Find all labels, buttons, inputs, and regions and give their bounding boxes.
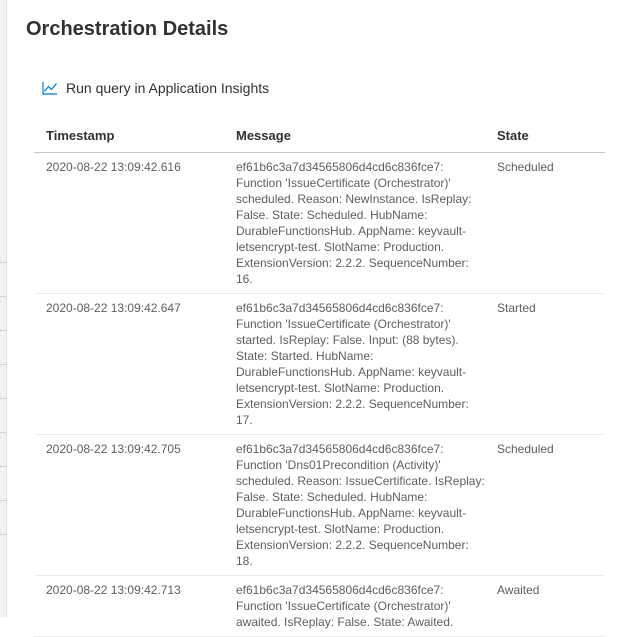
state-cell: Awaited xyxy=(497,583,540,597)
message-line: Function 'IssueCertificate (Orchestrator)' xyxy=(236,317,451,331)
message-line: Function 'IssueCertificate (Orchestrator)' xyxy=(236,176,451,190)
column-header-timestamp[interactable]: Timestamp xyxy=(46,127,115,143)
timestamp-cell: 2020-08-22 13:09:42.713 xyxy=(46,583,181,597)
message-cell xyxy=(224,300,485,428)
message-line: ExtensionVersion: 2.2.2. SequenceNumber: xyxy=(236,397,469,411)
message-line: Function 'Dns01Precondition (Activity)' xyxy=(236,458,441,472)
message-line: started. IsReplay: False. Input: (88 bytes). xyxy=(236,333,459,347)
message-line: DurableFunctionsHub. AppName: keyvault- xyxy=(236,224,467,238)
message-line: ExtensionVersion: 2.2.2. SequenceNumber: xyxy=(236,538,469,552)
table-header xyxy=(34,118,605,153)
message-line: Function 'IssueCertificate (Orchestrator)' xyxy=(236,599,451,613)
message-line: ef61b6c3a7d34565806d4cd6c836fce7: xyxy=(236,160,444,174)
column-header-message[interactable]: Message xyxy=(236,127,291,143)
timestamp-cell: 2020-08-22 13:09:42.705 xyxy=(46,442,181,456)
table-row[interactable] xyxy=(34,576,605,637)
timestamp-cell: 2020-08-22 13:09:42.616 xyxy=(46,160,181,174)
table-row[interactable] xyxy=(34,153,605,294)
state-cell: Started xyxy=(497,301,536,315)
run-query-button[interactable] xyxy=(42,78,269,98)
state-cell: Scheduled xyxy=(497,160,554,174)
message-line: awaited. IsReplay: False. State: Awaited. xyxy=(236,615,454,629)
run-query-label: Run query in Application Insights xyxy=(66,80,270,96)
message-line: ef61b6c3a7d34565806d4cd6c836fce7: xyxy=(236,442,444,456)
orchestration-events-table xyxy=(34,118,605,637)
message-line: DurableFunctionsHub. AppName: keyvault- xyxy=(236,506,467,520)
panel-title: Orchestration Details xyxy=(26,18,229,40)
message-line: scheduled. Reason: NewInstance. IsReplay: xyxy=(236,192,472,206)
message-line: State: Started. HubName: xyxy=(236,349,374,363)
message-cell xyxy=(224,159,485,287)
table-row[interactable] xyxy=(34,435,605,576)
message-cell xyxy=(224,582,485,630)
message-line: 16. xyxy=(236,272,253,286)
message-line: ef61b6c3a7d34565806d4cd6c836fce7: xyxy=(236,583,444,597)
message-line: 17. xyxy=(236,413,253,427)
message-line: letsencrypt-test. SlotName: Production. xyxy=(236,240,445,254)
message-line: False. State: Scheduled. HubName: xyxy=(236,208,428,222)
message-line: 18. xyxy=(236,554,253,568)
message-line: letsencrypt-test. SlotName: Production. xyxy=(236,522,445,536)
orchestration-details-panel xyxy=(6,0,626,629)
timestamp-cell: 2020-08-22 13:09:42.647 xyxy=(46,301,181,315)
line-chart-icon xyxy=(42,81,58,95)
message-line: scheduled. Reason: IssueCertificate. IsReplay: xyxy=(236,474,485,488)
message-line: ExtensionVersion: 2.2.2. SequenceNumber: xyxy=(236,256,469,270)
table-row[interactable] xyxy=(34,294,605,435)
message-line: False. State: Scheduled. HubName: xyxy=(236,490,428,504)
column-header-state[interactable]: State xyxy=(497,127,529,143)
message-line: letsencrypt-test. SlotName: Production. xyxy=(236,381,445,395)
message-cell xyxy=(224,441,485,569)
state-cell: Scheduled xyxy=(497,442,554,456)
message-line: DurableFunctionsHub. AppName: keyvault- xyxy=(236,365,467,379)
message-line: ef61b6c3a7d34565806d4cd6c836fce7: xyxy=(236,301,444,315)
